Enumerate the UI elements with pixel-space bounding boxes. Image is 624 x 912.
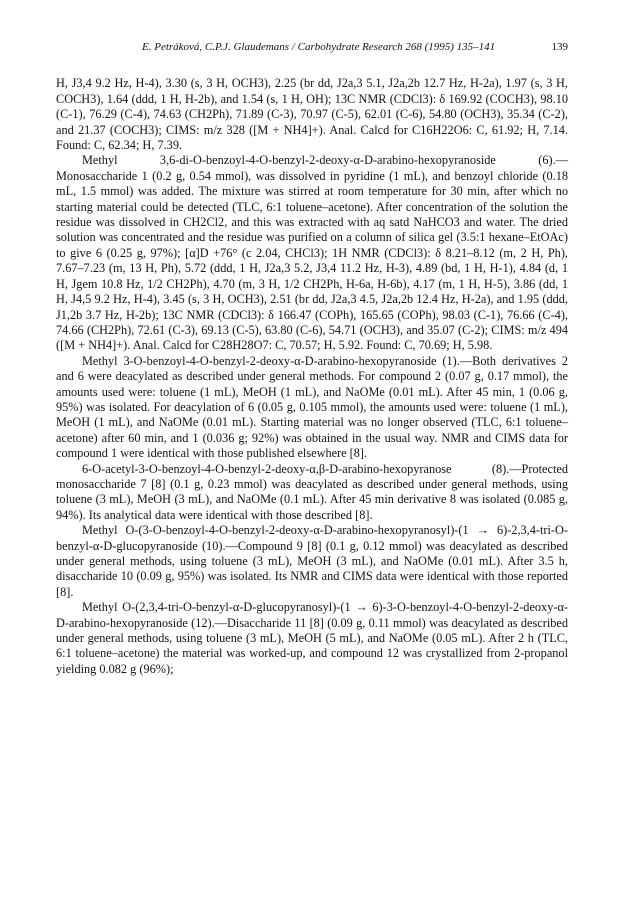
paragraph-compound-10: Methyl O-(3-O-benzoyl-4-O-benzyl-2-deoxy-α-D-arabino-hexopyranosyl)-(1 → 6)-2,3,4-tri-O-benzyl-α-D-glucopyranoside (10).—Compound 9 [8] (0.1 g, 0.12 mmol) was deacylated as described under general methods, using toluene (3 mL), MeOH (3 mL), and NaOMe (0.01 mL). After 3.5 h, disaccharide 10 (0.09 g, 95%) was isolated. Its NMR and CIMS data were identical with those reported [8]. <box>56 523 568 599</box>
paragraph-compound-8: 6-O-acetyl-3-O-benzoyl-4-O-benzyl-2-deoxy-α,β-D-arabino-hexopyranose (8).—Protected monosaccharide 7 [8] (0.1 g, 0.23 mmol) was deacylated as described under general methods, using toluene (3 mL), MeOH (3 mL), and NaOMe (0.1 mL). After 45 min derivative 8 was isolated (0.085 g, 94%). Its analytical data were identical with those described [8]. <box>56 461 568 522</box>
paragraph-compound-1: Methyl 3-O-benzoyl-4-O-benzyl-2-deoxy-α-D-arabino-hexopyranoside (1).—Both derivatives 2 and 6 were deacylated as described under general methods. For compound 2 (0.07 g, 0.17 mmol), the amounts used were: toluene (1 mL), MeOH (1 mL), and NaOMe (0.01 mL). After 45 min, 1 (0.06 g, 95%) was isolated. For deacylation of 6 (0.05 g, 0.105 mmol), the amounts used were: toluene (1 mL), MeOH (1 mL), and NaOMe (0.01 mL). Starting material was no longer observed (TLC, 6:1 toluene–acetone) after 60 min, and 1 (0.036 g; 92%) was obtained in the usual way. NMR and CIMS data for compound 1 were identical with those published elsewhere [8]. <box>56 353 568 461</box>
paragraph-compound-12: Methyl O-(2,3,4-tri-O-benzyl-α-D-glucopyranosyl)-(1 → 6)-3-O-benzoyl-4-O-benzyl-2-deoxy-α-D-arabino-hexopyranoside (12).—Disaccharide 11 [8] (0.09 g, 0.11 mmol) was deacylated as described under general methods, using toluene (3 mL), MeOH (5 mL), and NaOMe (0.05 mL). After 2 h (TLC, 6:1 toluene–acetone) the material was worked-up, and compound 12 was crystallized from 2-propanol yielding 0.082 g (96%); <box>56 600 568 676</box>
paragraph-nmr-data: H, J3,4 9.2 Hz, H-4), 3.30 (s, 3 H, OCH3), 2.25 (br dd, J2a,3 5.1, J2a,2b 12.7 Hz, H-2a), 1.97 (s, 3 H, COCH3), 1.64 (ddd, 1 H, H-2b), and 1.54 (s, 1 H, OH); 13C NMR (CDCl3): δ 169.92 (COCH3), 98.10 (C-1), 76.29 (C-4), 74.63 (CH2Ph), 71.89 (C-3), 70.97 (C-5), 62.01 (C-6), 54.80 (OCH3), 35.34 (C-2), and 21.37 (COCH3); CIMS: m/z 328 ([M + NH4]+). Anal. Calcd for C16H22O6: C, 61.92; H, 7.14. Found: C, 62.34; H, 7.39. <box>56 76 568 153</box>
running-title: E. Petráková, C.P.J. Glaudemans / Carbohydrate Research 268 (1995) 135–141 <box>142 41 496 53</box>
journal-page <box>56 40 568 677</box>
paragraph-compound-6: Methyl 3,6-di-O-benzoyl-4-O-benzyl-2-deoxy-α-D-arabino-hexopyranoside (6).—Monosaccharide 1 (0.2 g, 0.54 mmol), was dissolved in pyridine (1 mL), and benzoyl chloride (0.18 mL, 1.5 mmol) was added. The mixture was stirred at room temperature for 30 min, after which no starting material could be detected (TLC, 6:1 toluene–acetone). After concentration of the solution the residue was dissolved in CH2Cl2, and this was extracted with aq satd NaHCO3 and water. The dried solution was concentrated and the residue was purified on a column of silica gel (3.5:1 hexane–EtOAc) to give 6 (0.25 g, 97%); [α]D +76° (c 2.04, CHCl3); 1H NMR (CDCl3): δ 8.21–8.12 (m, 2 H, Ph), 7.67–7.23 (m, 13 H, Ph), 5.72 (ddd, 1 H, J2a,3 5.2, J3,4 11.2 Hz, H-3), 4.89 (bd, 1 H, H-1), 4.84 (d, 1 H, Jgem 10.8 Hz, 1/2 CH2Ph), 4.70 (m, 3 H, 1/2 CH2Ph, H-6a, H-6b), 4.17 (m, 1 H, H-5), 3.86 (dd, 1 H, J4,5 9.2 Hz, H-4), 3.45 (s, 3 H, OCH3), 2.51 (br dd, J2a,3 4.5, J2a,2b 12.4 Hz, H-2a), and 1.95 (ddd, J1,2b 3.7 Hz, H-2b); 13C NMR (CDCl3): δ 166.47 (COPh), 165.65 (COPh), 98.03 (C-1), 76.66 (C-4), 74.66 (CH2Ph), 72.61 (C-3), 69.13 (C-5), 63.80 (C-6), 54.71 (OCH3), and 35.07 (C-2); CIMS: m/z 494 ([M + NH4]+). Anal. Calcd for C28H28O7: C, 70.57; H, 5.92. Found: C, 70.69; H, 5.98. <box>56 153 568 353</box>
running-header <box>56 40 568 55</box>
page-number: 139 <box>551 41 568 53</box>
